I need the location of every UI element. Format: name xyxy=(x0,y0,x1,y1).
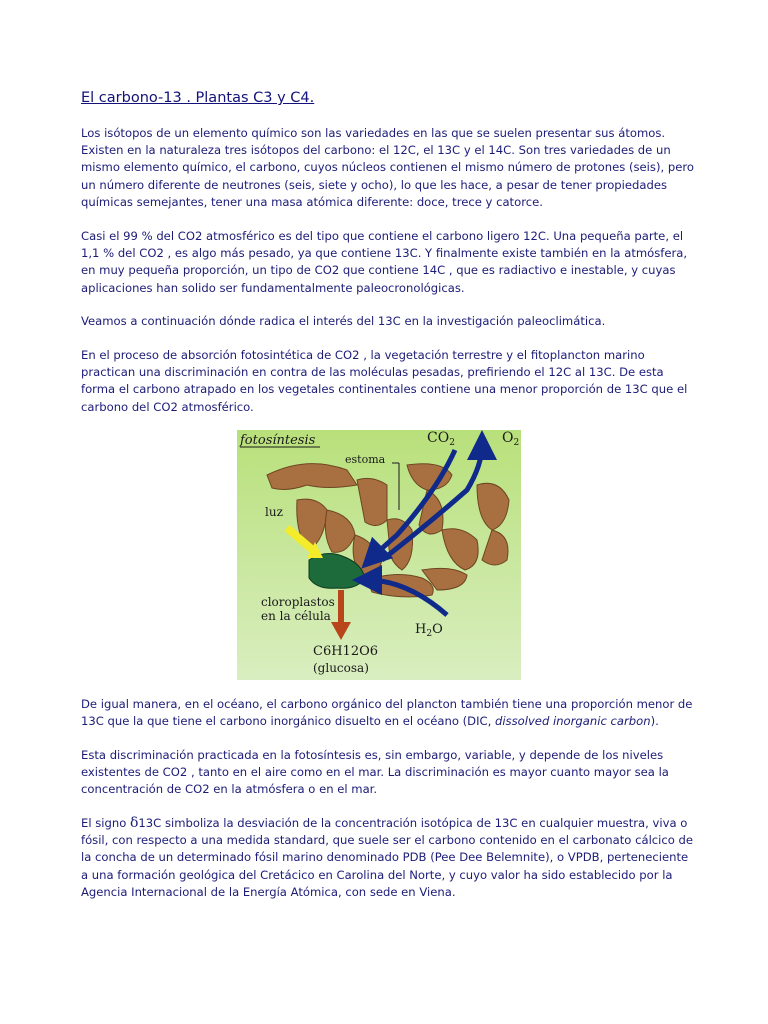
co2-label: $CO_2$ xyxy=(427,430,455,448)
paragraph-isotopos: Los isótopos de un elemento químico son las variedades en las que se suelen presentar sus átomos. Existen en la naturaleza tres isótopos del carbono: el 12C, el 13C y el 14C. Son tres variedades de un mismo elemento químico, el carbono, cuyos núcleos contienen el mismo número de protones (seis), pero un número diferente de neutrones (seis, siete y ocho), lo que les hace, a pesar de tener propiedades químicas semejantes, tener una masa atómica diferente: doce, trece y catorce. xyxy=(81,126,694,209)
paragraph-interes-13c: Veamos a continuación dónde radica el interés del 13C en la investigación paleoclimática. xyxy=(81,314,606,328)
paragraph-discriminacion: Esta discriminación practicada en la fotosíntesis es, sin embargo, variable, y depende de los niveles existentes de CO2 , tanto en el aire como en el mar. La discriminación es mayor cuanto mayor sea la concentración de CO2 en la atmósfera o en el mar. xyxy=(81,748,669,797)
estoma-label: estoma xyxy=(345,453,386,466)
paragraph-co2-atmosferico: Casi el 99 % del CO2 atmosférico es del tipo que contiene el carbono ligero 12C. Una pequeña parte, el 1,1 % del CO2 , es algo más pesado, ya que contiene 13C. Y finalmente existe también en la atmósfera, en muy pequeña proporción, un tipo de CO2 que contiene 14C , que es radiactivo e inestable, y cuyas aplicaciones han solido ser fundamentalmente paleocronológicas. xyxy=(81,229,688,295)
cloroplastos-label: cloroplastos xyxy=(261,595,335,609)
luz-label: luz xyxy=(265,505,283,519)
photosynthesis-diagram xyxy=(237,430,521,680)
figure-heading: fotosíntesis xyxy=(240,433,316,448)
photosynthesis-figure xyxy=(237,430,521,680)
glucosa-label: (glucosa) xyxy=(313,661,369,675)
page-title: El carbono-13 . Plantas C3 y C4. xyxy=(81,90,315,106)
paragraph-oceano: De igual manera, en el océano, el carbono orgánico del plancton también tiene una proporción menor de 13C que la que tiene el carbono inorgánico disuelto en el océano (DIC, dissolved inorganic carbon). xyxy=(81,697,693,729)
celula-label: en la célula xyxy=(261,609,331,623)
dic-italic-term: dissolved inorganic carbon xyxy=(494,714,651,729)
o2-label: $O_2$ xyxy=(502,430,520,448)
h2o-label: $H_2O$ xyxy=(415,622,443,639)
delta-symbol: δ xyxy=(129,815,139,831)
glucosa-formula-label: C6H12O6 xyxy=(313,644,379,659)
paragraph-delta-13c: El signo δ13C simboliza la desviación de la concentración isotópica de 13C en cualquier muestra, viva o fósil, con respecto a una medida standard, que suele ser el carbono contenido en el carbonato cálcico de la concha de un determinado fósil marino denominado PDB (Pee Dee Belemnite), o VPDB, perteneciente a una formación geológica del Cretácico en Carolina del Norte, y cuyo valor ha sido establecido por la Agencia Internacional de la Energía Atómica, con sede en Viena. xyxy=(81,815,694,899)
paragraph-absorcion-fotosintetica: En el proceso de absorción fotosintética de CO2 , la vegetación terrestre y el fitoplancton marino practican una discriminación en contra de las moléculas pesadas, prefiriendo el 12C al 13C. De esta forma el carbono atrapado en los vegetales continentales contiene una menor proporción de 13C que el carbono del CO2 atmosférico. xyxy=(81,348,688,414)
